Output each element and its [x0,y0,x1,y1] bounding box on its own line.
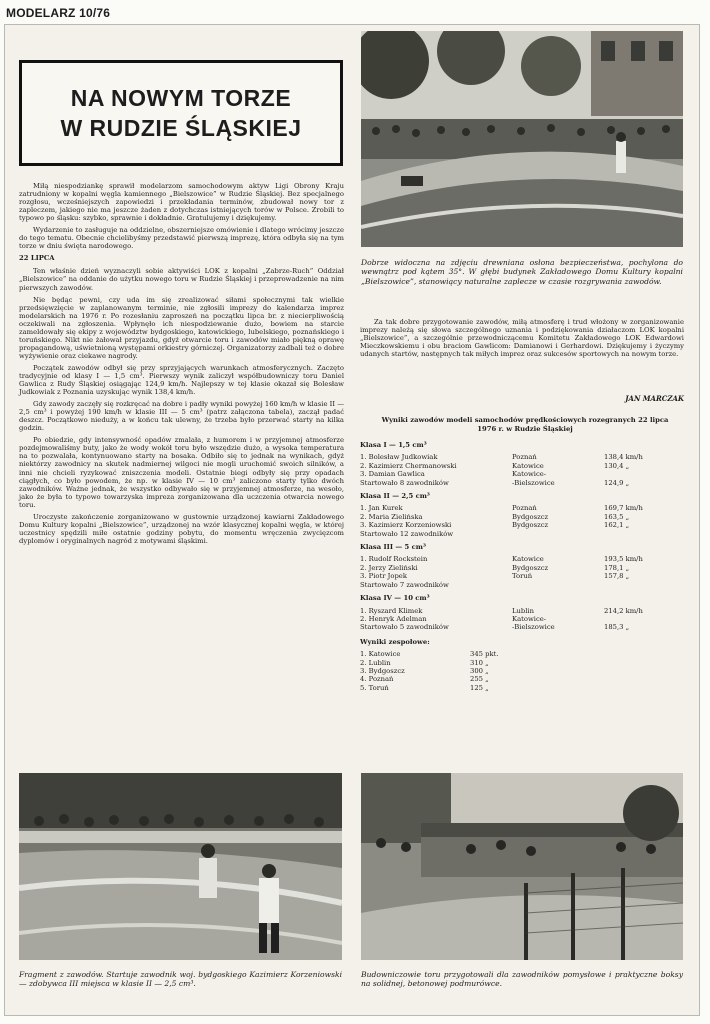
body-paragraph-4: Gdy zawody zaczęły się rozkręcać na dobre i padły wyniki powyżej 160 km/h w klasie II — 2,5 cm³ i powyżej 190 km/h w klasie III — 5 cm³ (patrz załączona tabela), zaczął padać deszcz. Początkowo nieduży, a w końcu tak ulewny, że trzeba było przerwać starty na kilka godzin. [19,400,344,433]
caption-top-photo: Dobrze widoczna na zdjęciu drewniana osłona bezpieczeństwa, pochylona do wewnątrz pod kątem 35°. W głębi budynek Zakładowego Domu Kultury kopalni „Bielszowice”, stanowiący naturalne zaplecze w czasie rozgrywania zawodów. [361,258,683,286]
competitor-speed: 124,9 „ [604,478,630,487]
result-row [360,453,690,461]
result-row [360,615,690,623]
competitor-speed [604,615,664,623]
competitor-speed: 163,5 „ [604,512,630,521]
author-signature: JAN MARCZAK [625,394,684,403]
competitor-city: Poznań [512,453,537,462]
class-heading: Klasa IV — 10 cm³ [360,594,430,603]
team-name: 2. Lublin [360,658,391,667]
result-row [360,607,690,615]
competitor-name: 1. Rudolf Rockstein [360,555,428,564]
team-row [360,667,690,675]
team-name: 4. Poznań [360,675,394,684]
body-paragraph-3: Początek zawodów odbył się przy sprzyjających warunkach atmosferycznych. Zaczęto tradycyjnie od klasy I — 1,5 cm³. Pierwszy wynik zaliczył współbudowniczy toru Daniel Gawlica z Rudy Śląskiej osiągając 124,9 km/h. Najlepszy w tej klasie okazał się Bolesław Judkowiak z Poznania uzyskując wynik 138,4 km/h. [19,363,344,397]
results-title: Wyniki zawodów modeli samochodów prędkościowych rozegranych 22 lipca 1976 r. w Rudzie Śląskiej [381,416,669,433]
result-row [360,564,690,572]
competitor-name: Startowało 7 zawodników [360,580,449,589]
competitor-city: Katowice- [512,470,547,479]
competitor-name: Startowało 8 zawodników [360,478,449,487]
article-title-box [19,60,343,166]
results-table [360,416,690,692]
competitor-speed: 169,7 km/h [604,504,643,513]
competitor-speed [604,530,664,538]
competitor-speed: 178,1 „ [604,563,630,572]
competitor-speed [604,581,664,589]
class-heading: Klasa I — 1,5 cm³ [360,441,427,449]
team-row [360,650,690,658]
competitor-name: 2. Kazimierz Chermanowski [360,461,457,470]
competitor-city: Poznań [512,504,537,513]
result-row [360,479,690,487]
body-paragraph-6: Uroczyste zakończenie zorganizowano w gustownie urządzonej kawiarni Zakładowego Domu Kultury kopalni „Bielszowice”, urządzonej na wzór klasycznej kopalni węgla, w której uczestnicy spędzili miłe ostatnie godziny pobytu, do momentu wręczenia zwycięzcom dyplomów i oryginalnych nagród z motywami śląskimi. [19,512,344,545]
competitor-city: Katowice- [512,614,547,623]
competitor-city: -Bielszowice [512,623,555,632]
competitor-city: Katowice [512,461,544,470]
team-points: 345 pkt. [470,650,499,659]
photo-bottom-left [19,773,342,960]
photo-track-top [361,31,683,247]
result-row [360,555,690,563]
intro-paragraph-2: Wydarzenie to zasługuje na oddzielne, obszerniejsze omówienie i dlatego wrócimy jeszcze do tego tematu. Obecnie chcielibyśmy przedstawić pierwszą imprezę, która odbyła się na tym torze w dniu święta narodowego. [19,226,344,251]
competitor-name: 1. Bolesław Judkowiak [360,453,438,462]
competitor-city: Katowice [512,555,544,564]
competitor-speed: 157,8 „ [604,572,630,581]
body-paragraph-5: Po obiedzie, gdy intensywność opadów zmalała, z humorem i w przyjemnej atmosferze pozdejmowaliśmy buty, jako że wody wokół toru było wszędzie dużo, a wysoka temperatura na to pozwalała, kontynuowano starty na bosaka. Odbiło się to jednak na wynikach, gdyż niektórzy zawodnicy na skutek nadmiernej wilgoci nie mogli uruchomić swoich silników, a inni nie chcieli ryzykować zniszczenia modeli. Ostatnie biegi odbyły się przy opadach ciągłych, co było powodem, że np. w klasie IV — 10 cm³ zaliczono starty tylko dwóch zawodników. Ważne jednak, że wszystko odbywało się w przyjemnej atmosferze, na wesoło, jako że była to typowo towarzyska impreza zorganizowana dla uczczenia otwarcia nowego toru. [19,436,344,509]
team-results-title: Wyniki zespołowe: [360,637,430,646]
result-row [360,504,690,512]
photo-bottom-right [361,773,683,960]
competitor-name: 2. Henryk Adelman [360,614,427,623]
photo-bottom-right-image [361,773,683,960]
team-row [360,684,690,692]
team-points: 255 „ [470,675,489,684]
caption-bottom-right: Budowniczowie toru przygotowali dla zawodników pomysłowe i praktyczne boksy na solidnej, betonowej podmurówce. [361,970,683,989]
title-line-1: NA NOWYM TORZE [70,85,292,111]
competitor-name: 2. Maria Zielińska [360,512,423,521]
result-row [360,572,690,580]
competitor-city: -Bielszowice [512,478,555,487]
competitor-speed: 162,1 „ [604,521,630,530]
photo-bottom-left-image [19,773,342,960]
team-name: 3. Bydgoszcz [360,666,405,675]
body-paragraph-1: Ten właśnie dzień wyznaczyli sobie aktywiści LOK z kopalni „Zabrze-Ruch” Oddział „Bielszowice” na oddanie do użytku nowego toru w Rudzie Śląskiej i przeprowadzenie na nim pierwszych zawodów. [19,267,344,292]
team-points: 310 „ [470,658,489,667]
competitor-city [512,581,604,589]
class-heading: Klasa II — 2,5 cm³ [360,492,430,501]
result-row [360,623,690,631]
team-row [360,659,690,667]
competitor-speed: 214,2 km/h [604,606,643,615]
competitor-speed: 193,5 km/h [604,555,643,564]
competitor-city [512,530,604,538]
competitor-speed: 130,4 „ [604,461,630,470]
class-heading: Klasa III — 5 cm³ [360,543,426,552]
body-paragraph-2: Nie będąc pewni, czy uda im się zrealizować siłami społecznymi tak wielkie przedsięwzięcie w zaplanowanym terminie, nie zgłosili imprezy do kalendarza imprez modelarskich na 1976 r. Po rozesłaniu zaproszeń na początku lipca br. z niecierpliwością oczekiwali na zgłoszenia. Wpłynęło ich niespodziewanie dużo, bowiem na starcie zameldowały się ekipy z województw bydgoskiego, katowickiego, lubelskiego, poznańskiego i toruńskiego. Nikt nie żałował przyjazdu, gdyż otwarcie toru i zawodów miało piękną oprawę propagandową, uświetnioną występami orkiestry górniczej. Organizatorzy zadbali też o dobre wyżywienie oraz ciekawe nagrody. [19,295,344,360]
results-classes [360,441,690,632]
team-name: 1. Katowice [360,650,401,659]
intro-paragraph-1: Miłą niespodziankę sprawił modelarzom samochodowym aktyw Ligi Obrony Kraju zatrudniony w kopalni węgla kamiennego „Bielszowice” w Rudzie Śląskiej. Bez specjalnego rozgłosu, wcześniejszych zapowiedzi i przekładania terminów, zbudował nowy tor z zapleczem, jakiego nie ma jeszcze żaden z dotychczas istniejących torów w Polsce. Zrobili to typowo po śląsku: szybko, sprawnie i dokładnie. Gratulujemy i dziękujemy. [19,182,344,223]
caption-bottom-left: Fragment z zawodów. Startuje zawodnik woj. bydgoskiego Kazimierz Korzeniowski — zdobywca III miejsca w klasie II — 2,5 cm³. [19,970,342,989]
competitor-city: Toruń [512,572,533,581]
competitor-speed: 185,3 „ [604,623,630,632]
competitor-name: Startowało 12 zawodników [360,529,454,538]
intro-text [19,182,344,549]
competitor-name: Startowało 5 zawodników [360,623,449,632]
photo-track-top-image [361,31,683,247]
team-points: 300 „ [470,666,489,675]
competitor-name: 3. Kazimierz Korzeniowski [360,521,452,530]
competitor-name: 1. Ryszard Klimek [360,606,423,615]
result-row [360,462,690,470]
result-row [360,581,690,589]
competitor-name: 2. Jerzy Zieliński [360,563,418,572]
thanks-text [360,318,684,362]
team-points: 125 „ [470,683,489,692]
result-row [360,513,690,521]
team-results [360,650,690,692]
result-row [360,521,690,529]
title-line-2: W RUDZIE ŚLĄSKIEJ [60,115,302,141]
competitor-city: Lublin [512,606,534,615]
competitor-speed: 138,4 km/h [604,453,643,462]
competitor-name: 3. Piotr Jopek [360,572,407,581]
competitor-city: Bydgoszcz [512,563,549,572]
competitor-name: 1. Jan Kurek [360,504,403,513]
thanks-paragraph: Za tak dobre przygotowanie zawodów, miłą atmosferę i trud włożony w zorganizowanie imprezy należą się słowa szczególnego uznania i podziękowania działaczom LOK kopalni „Bielszowice”, a szczególnie przewodniczącemu Komitetu Zakładowego LOK Edwardowi Mieczkowskiemu i obu braciom Gawlicom: Damianowi i Gerhardowi. Dziękujemy i życzymy udanych startów, następnych tak miłych imprez oraz sukcesów sportowych na nowym torze. [360,318,684,359]
masthead: MODELARZ 10/76 [6,6,111,20]
team-name: 5. Toruń [360,683,389,692]
section-heading: 22 LIPCA [19,254,55,263]
competitor-city: Bydgoszcz [512,521,549,530]
result-row [360,530,690,538]
competitor-speed [604,470,664,478]
team-row [360,675,690,683]
competitor-city: Bydgoszcz [512,512,549,521]
result-row [360,470,690,478]
competitor-name: 3. Damian Gawlica [360,470,425,479]
